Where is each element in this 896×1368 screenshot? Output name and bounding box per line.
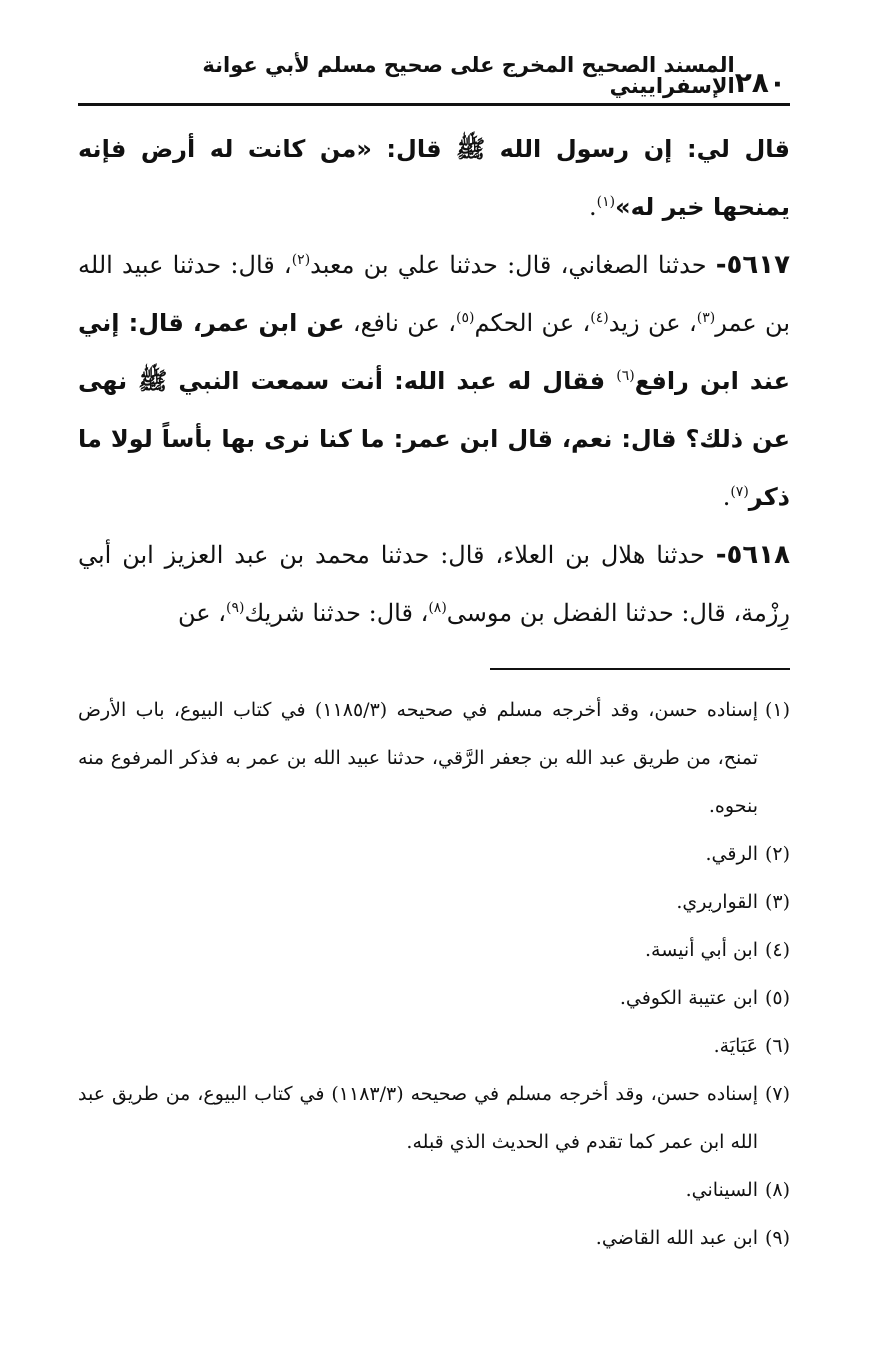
footnote-text: ابن أبي أنيسة.: [645, 939, 758, 961]
isnad-text: ، قال: حدثنا عبيد الله بن عمر: [78, 251, 790, 337]
paragraph-continuation: [78, 120, 790, 236]
footnote-7: [78, 1070, 790, 1166]
isnad-text: حدثنا هلال بن العلاء، قال: حدثنا محمد بن عبد العزيز ابن أبي رِزْمة، قال: حدثنا الفضل بن موسى: [78, 541, 790, 627]
footnote-text: القواريري.: [676, 891, 758, 913]
footnote-ref: (٤): [590, 310, 609, 326]
paragraph-end: .: [589, 193, 597, 221]
page-number: ٢٨٠: [734, 66, 786, 99]
footnote-text: السيناني.: [685, 1179, 758, 1201]
hadith-number: ٥٦١٧-: [715, 250, 791, 280]
page-header: [78, 53, 790, 106]
isnad-text: ، عن نافع،: [344, 309, 456, 337]
book-page: [78, 53, 791, 1262]
footnote-ref: (١): [596, 194, 616, 210]
footnote-8: [78, 1166, 790, 1214]
footnote-9: [78, 1214, 790, 1262]
footnote-mark: (١): [764, 699, 790, 721]
footnote-ref: (٦): [616, 368, 635, 384]
matn-text: فقال له عبد الله: أنت سمعت النبي ﷺ نهى عن ذلك؟ قال: نعم، قال ابن عمر: ما كنا نرى بها بأساً لولا ما ذكر: [78, 367, 790, 511]
footnote-text: الرقي.: [705, 843, 758, 865]
footnote-mark: (٥): [764, 987, 790, 1009]
running-title: المسند الصحيح المخرج على صحيح مسلم لأبي عوانة الإسفراييني: [202, 53, 735, 98]
footnote-6: [78, 1022, 790, 1070]
footnote-mark: (٣): [764, 891, 790, 913]
footnote-3: [78, 878, 790, 926]
footnote-mark: (٧): [764, 1083, 790, 1105]
footnote-4: [78, 926, 790, 974]
hadith-5618: [78, 526, 790, 642]
footnote-ref: (٢): [291, 252, 311, 268]
hadith-number: ٥٦١٨-: [715, 540, 790, 570]
footnote-mark: (٩): [764, 1227, 790, 1249]
footnote-text: عَبَايَة.: [713, 1035, 758, 1057]
footnote-mark: (٦): [764, 1035, 790, 1057]
footnote-mark: (٨): [764, 1179, 790, 1201]
footnote-ref: (٩): [225, 600, 245, 616]
footnote-mark: (٢): [764, 843, 790, 865]
footnote-ref: (٧): [730, 484, 749, 500]
isnad-text: ، قال: حدثنا شريك: [244, 599, 429, 627]
isnad-text: ، عن: [178, 599, 226, 627]
footnote-text: إسناده حسن، وقد أخرجه مسلم في صحيحه (١١٨٥/٣) في كتاب البيوع، باب الأرض تمنح، من طريق عبد الله بن جعفر الرَّقي، حدثنا عبيد الله بن عمر به فذكر المرفوع منه بنحوه.: [78, 699, 758, 817]
footnote-text: ابن عبد الله القاضي.: [595, 1227, 758, 1249]
isnad-text: ، عن زيد: [608, 309, 697, 337]
footnote-2: [78, 830, 790, 878]
footnote-5: [78, 974, 790, 1022]
footnote-1: [78, 686, 790, 830]
hadith-5617: [78, 236, 790, 526]
footnote-ref: (٥): [456, 310, 475, 326]
isnad-text: حدثنا الصغاني، قال: حدثنا علي بن معبد: [310, 251, 716, 279]
footnote-ref: (٣): [696, 310, 716, 326]
footnote-mark: (٤): [764, 939, 790, 961]
footnote-text: إسناده حسن، وقد أخرجه مسلم في صحيحه (١١٨٣/٣) في كتاب البيوع، من طريق عبد الله ابن عمر كما تقدم في الحديث الذي قبله.: [78, 1083, 758, 1153]
isnad-text: ، عن الحكم: [474, 309, 591, 337]
footnote-text: ابن عتيبة الكوفي.: [619, 987, 758, 1009]
footnotes: [78, 686, 790, 1262]
paragraph-text: قال لي: إن رسول الله ﷺ قال: «من كانت له أرض فإنه يمنحها خير له»: [78, 135, 790, 221]
main-text: [78, 120, 790, 642]
matn-text: عن ابن عمر، قال: إني عند ابن رافع: [78, 309, 790, 395]
paragraph-end: .: [722, 483, 731, 511]
footnote-ref: (٨): [428, 600, 447, 616]
footnote-divider: [490, 668, 790, 670]
